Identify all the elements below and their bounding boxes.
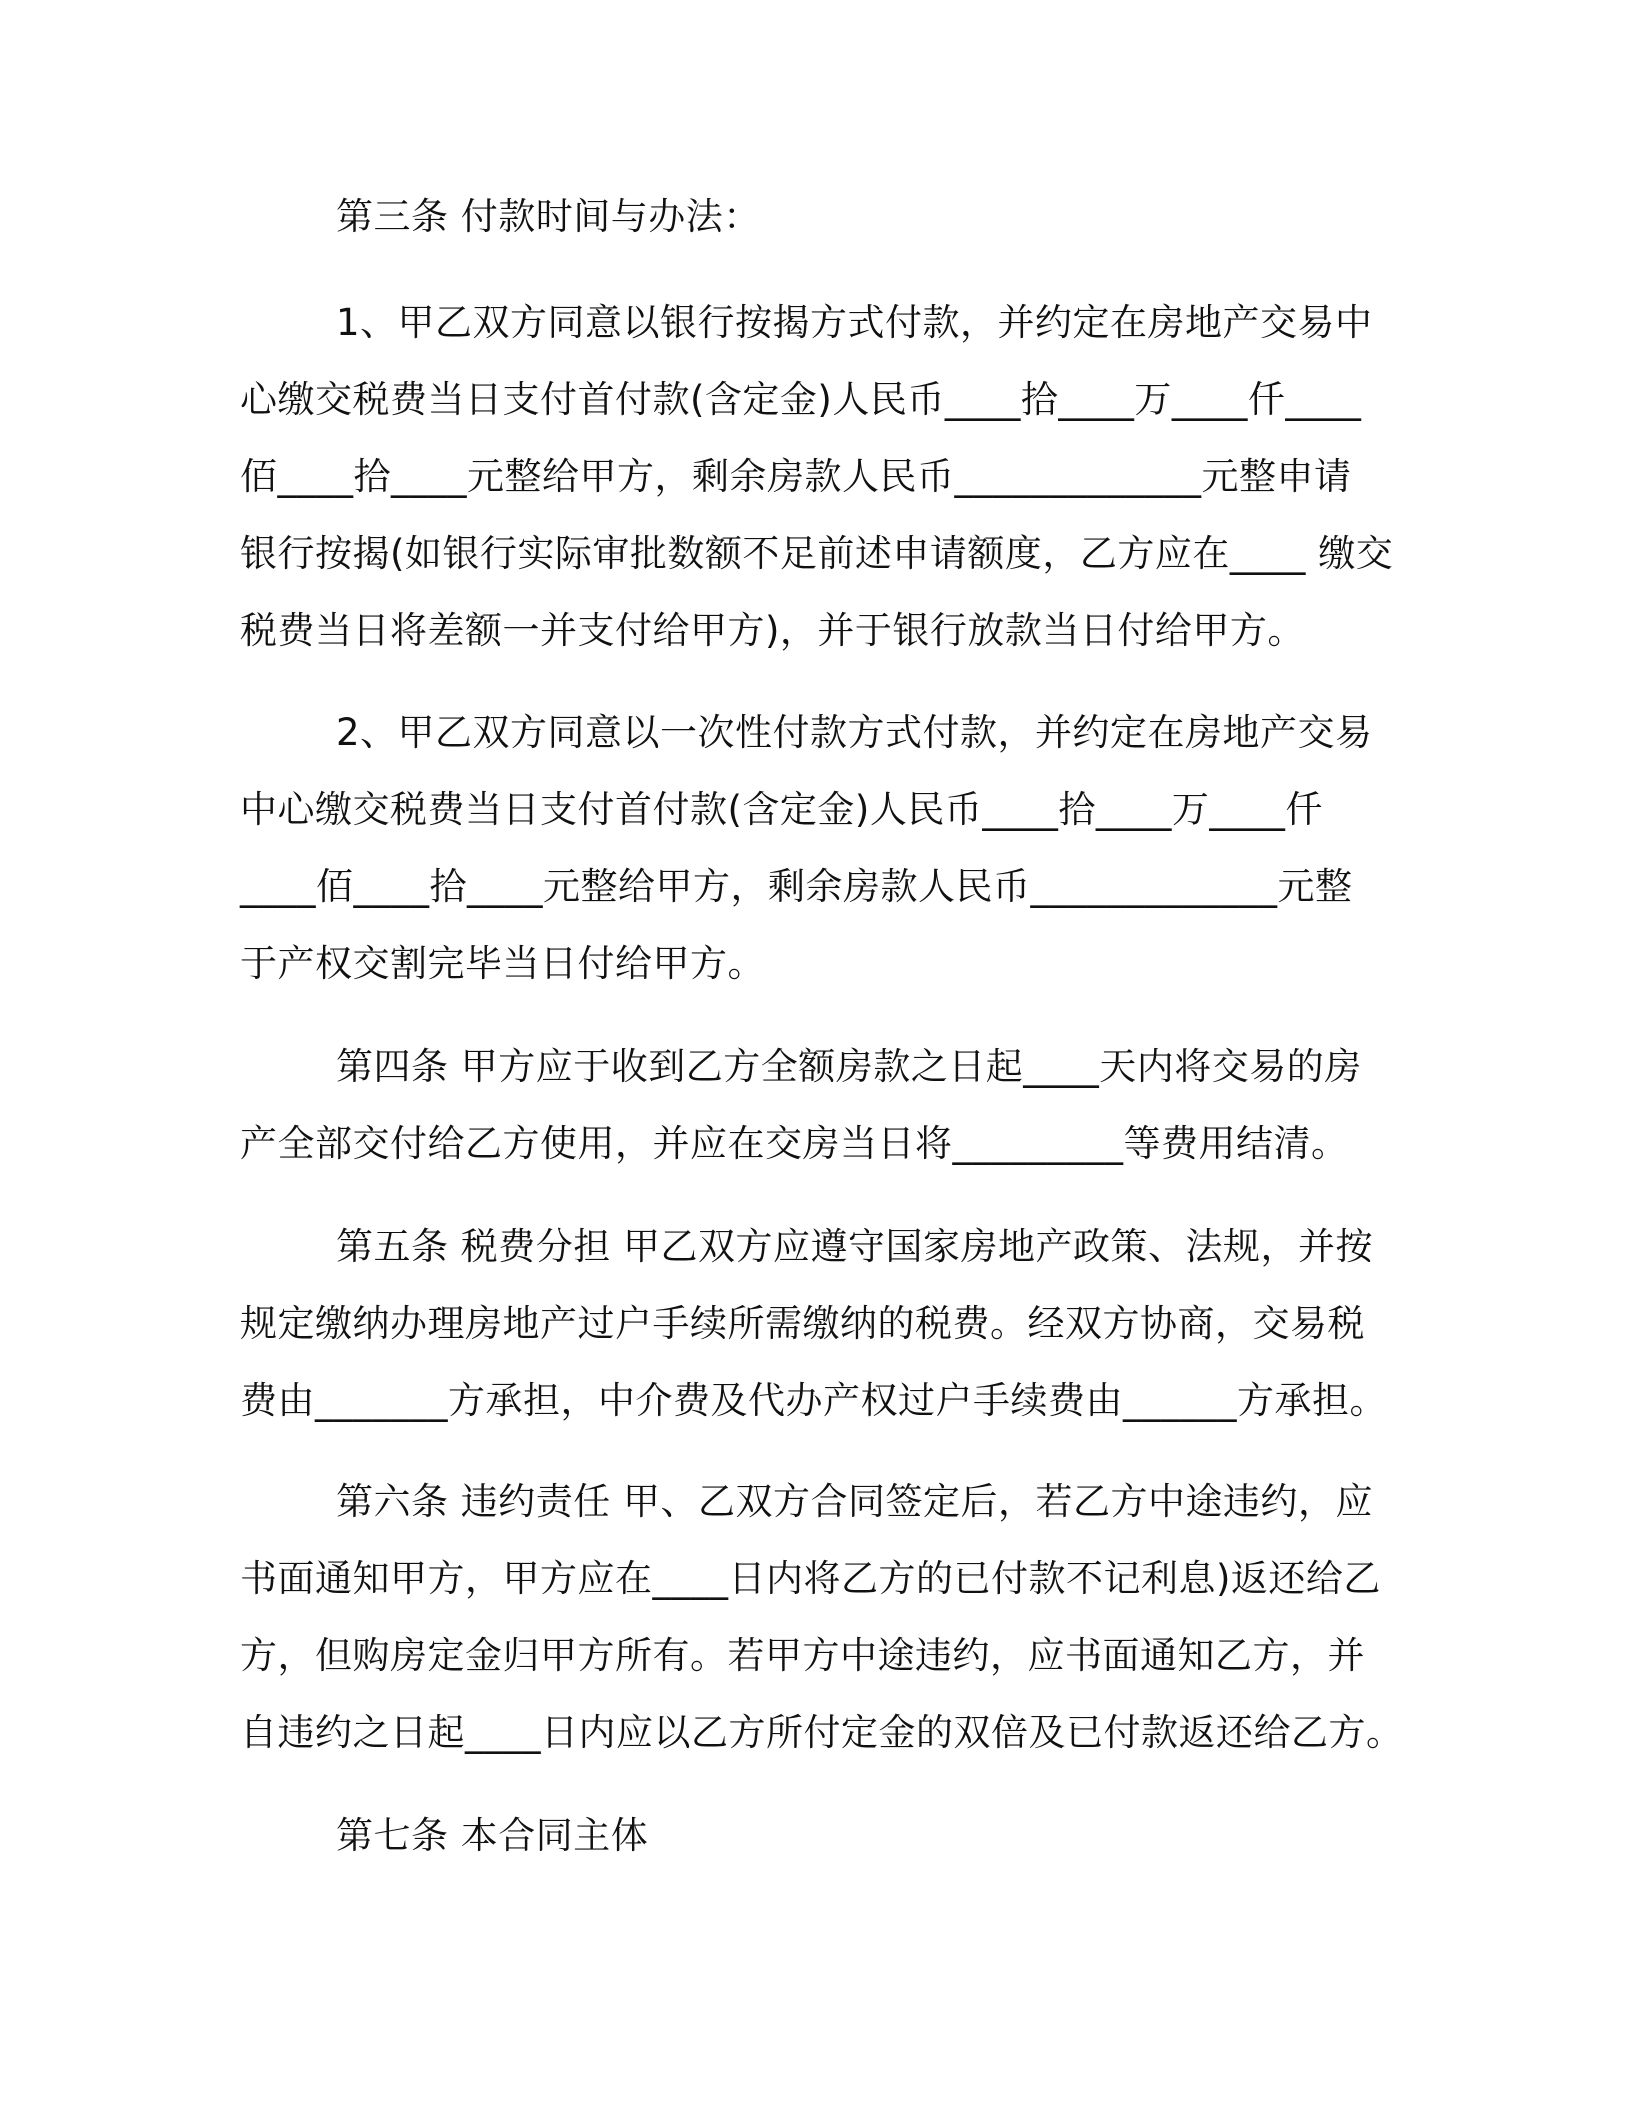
text-line: 第四条 甲方应于收到乙方全额房款之日起____天内将交易的房 [336,1045,1362,1088]
text-line: 第五条 税费分担 甲乙双方应遵守国家房地产政策、法规，并按 [336,1225,1374,1268]
article-6 [240,1463,1404,1771]
text-line: 方，但购房定金归甲方所有。若甲方中途违约，应书面通知乙方，并 [240,1634,1365,1677]
text-line: 费由_______方承担，中介费及代办产权过户手续费由______方承担。 [240,1379,1387,1422]
text-line: 自违约之日起____日内应以乙方所付定金的双倍及已付款返还给乙方。 [240,1711,1404,1754]
text-line: 规定缴纳办理房地产过户手续所需缴纳的税费。经双方协商，交易税 [240,1302,1365,1345]
text-line: 佰____拾____元整给甲方，剩余房款人民币_____________元整申请 [240,455,1352,498]
text-line: 1、甲乙双方同意以银行按揭方式付款，并约定在房地产交易中 [336,301,1373,344]
text-line: 中心缴交税费当日支付首付款(含定金)人民币____拾____万____仟 [240,788,1323,831]
article-5 [240,1208,1400,1439]
text-line: 2、甲乙双方同意以一次性付款方式付款，并约定在房地产交易 [336,711,1373,754]
article-3-clause-2 [240,694,1400,1002]
text-line: 于产权交割完毕当日付给甲方。 [240,942,765,985]
text-line: 书面通知甲方，甲方应在____日内将乙方的已付款不记利息)返还给乙 [240,1557,1381,1600]
article-3-heading [240,178,1400,255]
article-7-heading [240,1797,1400,1874]
text-line: ____佰____拾____元整给甲方，剩余房款人民币_____________元整 [240,865,1353,908]
text-line: 产全部交付给乙方使用，并应在交房当日将_________等费用结清。 [240,1122,1349,1165]
article-4 [240,1028,1400,1182]
text-line: 税费当日将差额一并支付给甲方)，并于银行放款当日付给甲方。 [240,609,1305,652]
text-line: 第七条 本合同主体 [336,1814,649,1857]
text-line: 银行按揭(如银行实际审批数额不足前述申请额度，乙方应在____ 缴交 [240,532,1394,575]
text-line: 第六条 违约责任 甲、乙双方合同签定后，若乙方中途违约，应 [336,1480,1374,1523]
text-line: 第三条 付款时间与办法： [336,195,761,238]
text-line: 心缴交税费当日支付首付款(含定金)人民币____拾____万____仟____ [240,378,1362,421]
article-3-clause-1 [240,284,1400,669]
